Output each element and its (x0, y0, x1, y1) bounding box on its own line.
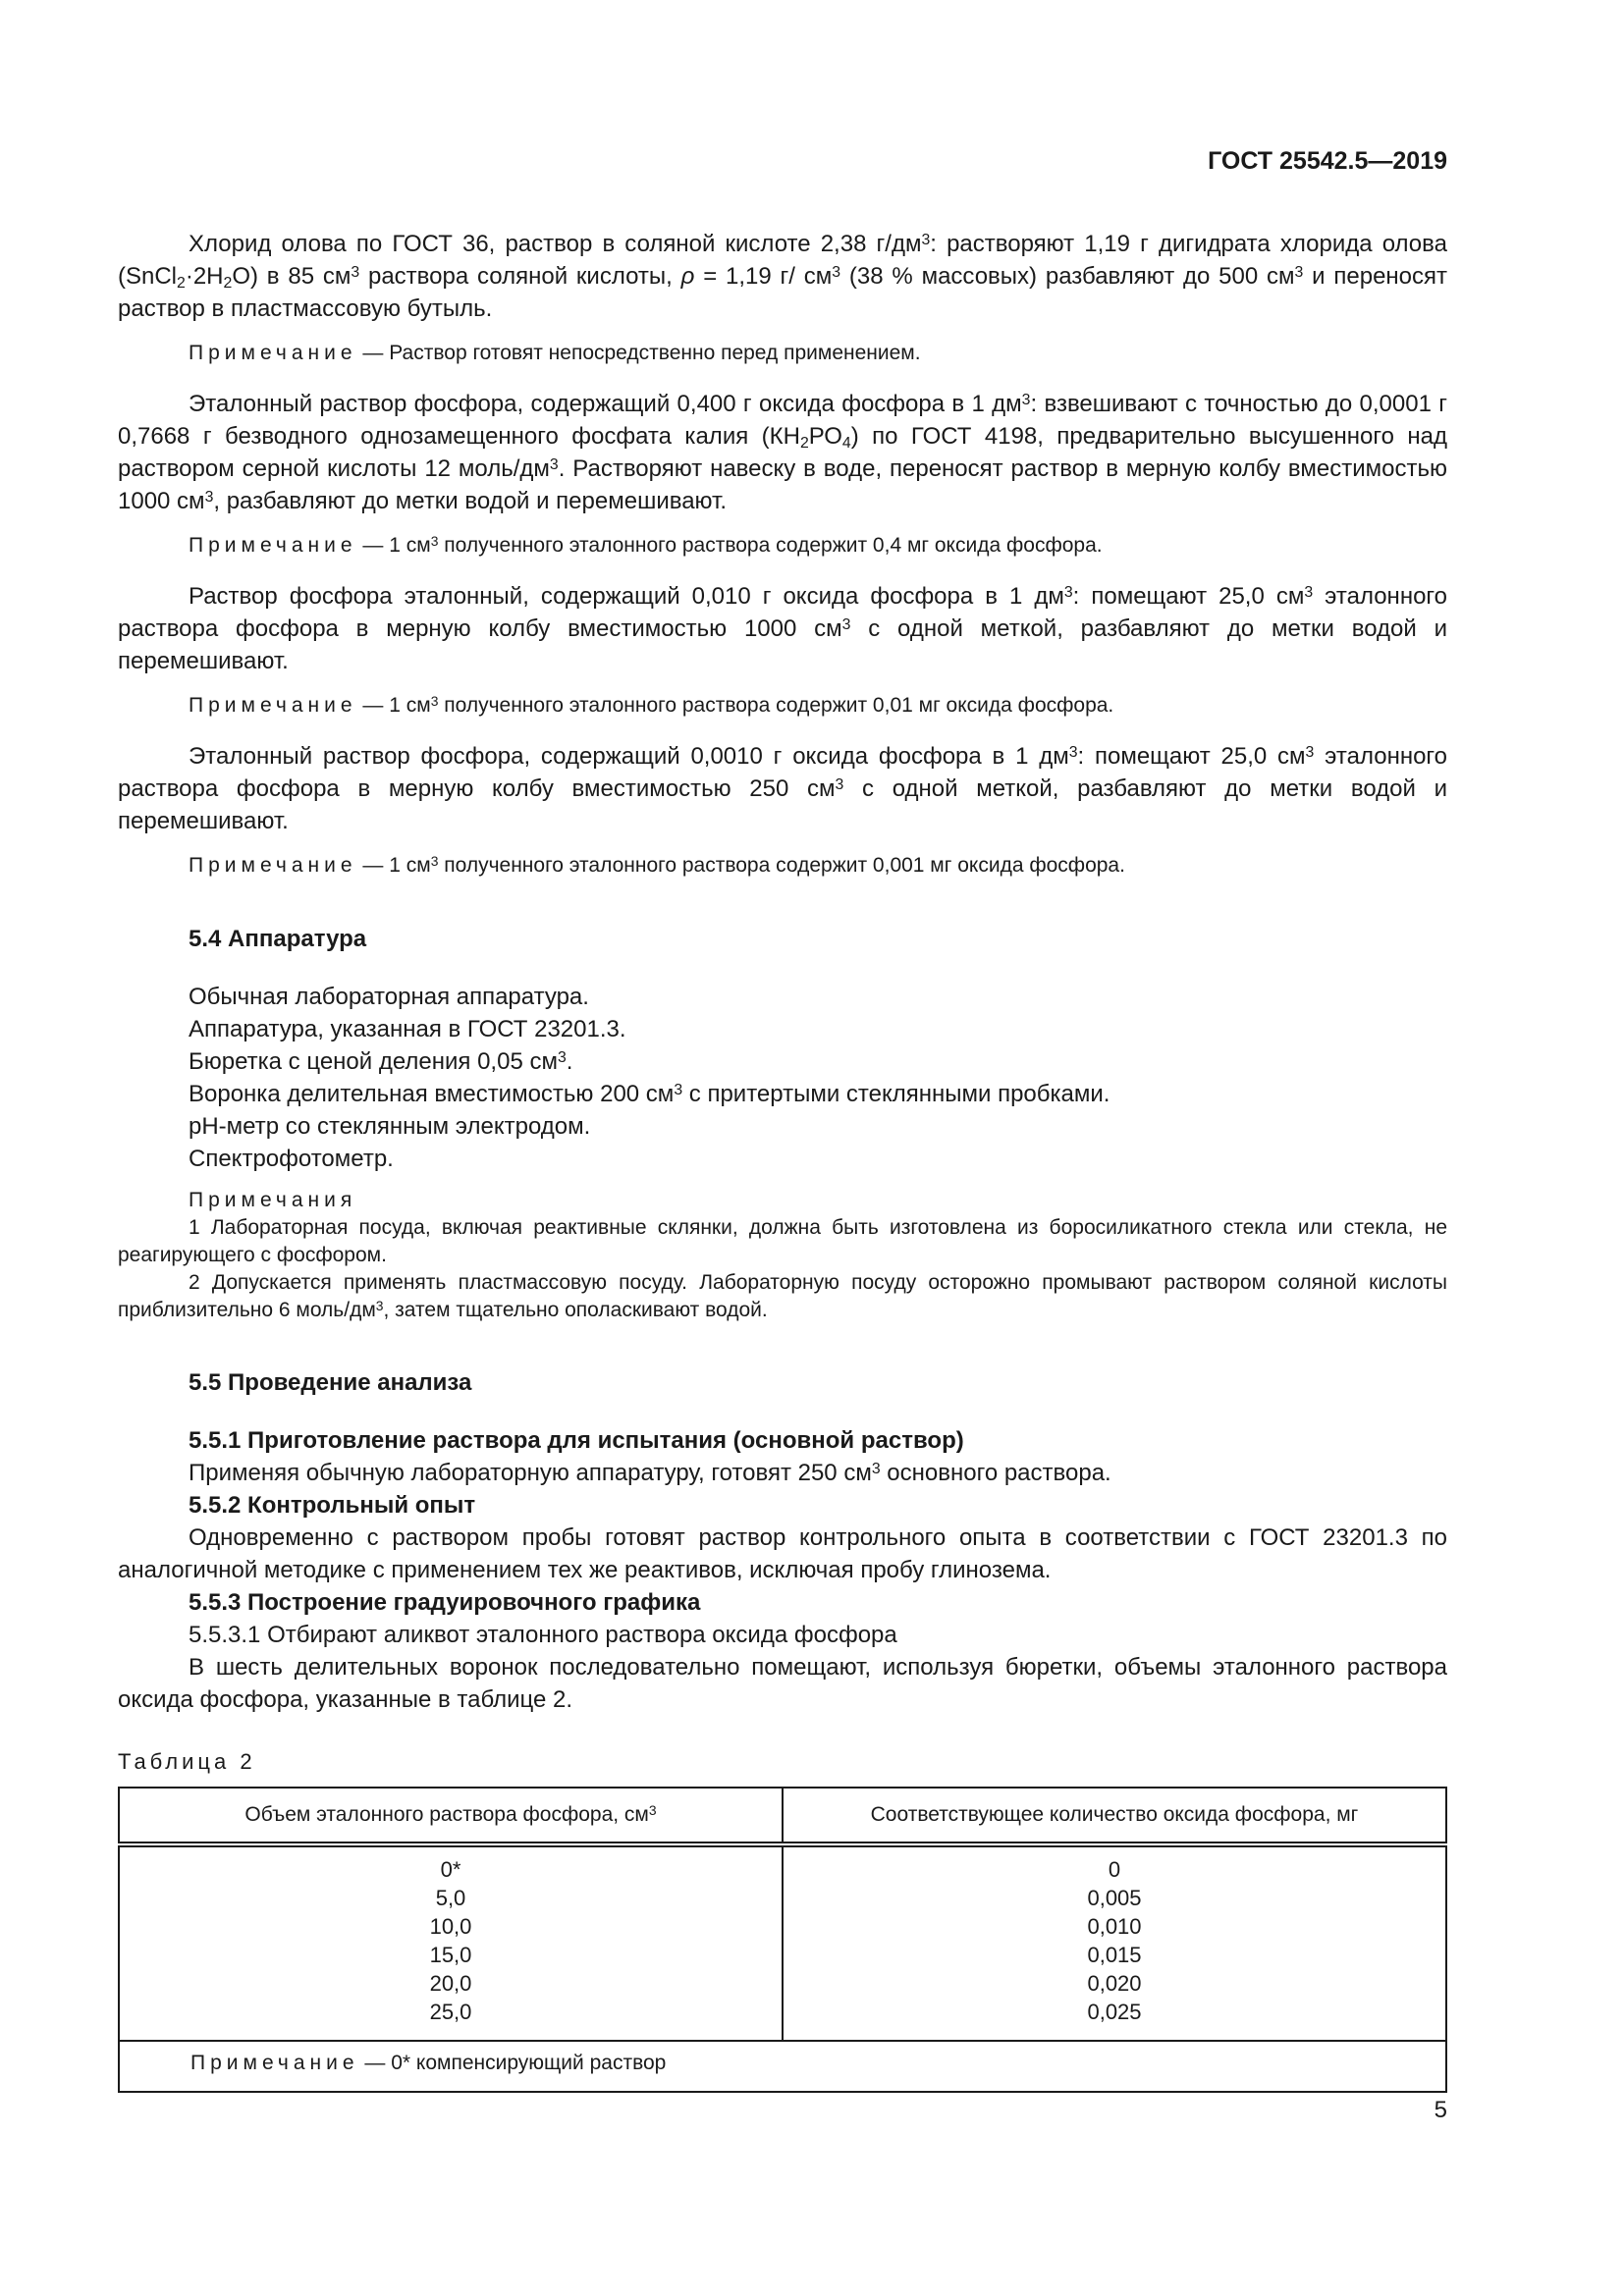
table-cell: 0,005 (1087, 1886, 1142, 1910)
apparatus-item: Бюретка с ценой деления 0,05 $см^3$. (189, 1048, 573, 1075)
column-header: Объем эталонного раствора фосфора, $см^3$ (119, 1788, 783, 1844)
page-content (118, 228, 1447, 2093)
reagent-paragraph: Раствор фосфора эталонный, содержащий 0,010 г оксида фосфора в 1 $дм^3$: помещают 25,0 $см^3$ эталонного раствора фосфора в мерную колбу вместимостью 1000 $см^3$ с одной меткой, разбавляют до метки водой и перемешивают. (118, 583, 1447, 674)
apparatus-item: pH-метр со стеклянным электродом. (189, 1113, 591, 1140)
apparatus-item: Аппаратура, указанная в ГОСТ 23201.3. (189, 1016, 626, 1042)
table-row (119, 1844, 1446, 2041)
table-cell: 0,015 (1087, 1943, 1142, 1967)
section-heading-5-5: 5.5 Проведение анализа (189, 1369, 472, 1396)
section-heading-5-5-1: 5.5.1 Приготовление раствора для испытания (основной раствор) (189, 1427, 964, 1454)
apparatus-notes (118, 1187, 1447, 1324)
section-heading-5-5-3: 5.5.3 Построение градуировочного графика (189, 1589, 701, 1616)
apparatus-item: Обычная лабораторная аппаратура. (189, 984, 589, 1010)
reagent-note: Примечание — Раствор готовят непосредственно перед применением. (189, 342, 921, 364)
notes-title: Примечания (189, 1189, 357, 1211)
table-cell: 0,020 (1087, 1971, 1142, 1996)
reagent-paragraph: Хлорид олова по ГОСТ 36, раствор в соляной кислоте 2,38 $г/дм^3$: растворяют 1,19 г дигидрата хлорида олова $(SnCl_2\cdot 2H_2O)$ в 85 $см^3$ раствора соляной кислоты, ρ = 1,19 г/ $см^3$ (38 % массовых) разбавляют до 500 $см^3$ и переносят раствор в пластмассовую бутыль. (118, 231, 1448, 322)
column-header: Соответствующее количество оксида фосфора, мг (783, 1788, 1446, 1844)
apparatus-item: Воронка делительная вместимостью 200 $см^3$ с притертыми стеклянными пробками. (189, 1081, 1110, 1107)
section-text: 5.5.3.1 Отбирают аликвот эталонного раствора оксида фосфора (189, 1622, 897, 1648)
table-cell: 0,025 (1087, 2000, 1142, 2024)
reagent-note: Примечание — 1 $см^3$ полученного эталонного раствора содержит 0,4 мг оксида фосфора. (189, 532, 1103, 557)
reagent-note: Примечание — 1 $см^3$ полученного эталонного раствора содержит 0,01 мг оксида фосфора. (189, 692, 1114, 717)
table-note: Примечание — 0* компенсирующий раствор (119, 2041, 1446, 2092)
note-item: 1 Лабораторная посуда, включая реактивные склянки, должна быть изготовлена из боросиликатного стекла или стекла, не реагирующего с фосфором. (118, 1216, 1447, 1266)
table-cell: 0 (1108, 1857, 1121, 1882)
section-heading-5-5-2: 5.5.2 Контрольный опыт (189, 1492, 476, 1519)
table-cell: 25,0 (429, 2000, 472, 2024)
calibration-table (118, 1787, 1447, 2093)
document-code: ГОСТ 25542.5—2019 (1208, 147, 1447, 175)
table-cell: 15,0 (429, 1943, 472, 1967)
note-item: 2 Допускается применять пластмассовую посуду. Лабораторную посуду осторожно промывают раствором соляной кислоты приблизительно 6 моль/$дм^3$, затем тщательно ополаскивают водой. (118, 1271, 1447, 1321)
reagent-paragraph: Эталонный раствор фосфора, содержащий 0,400 г оксида фосфора в 1 $дм^3$: взвешивают с точностью до 0,0001 г 0,7668 г безводного однозамещенного фосфата калия $(КН_2РО_4)$ по ГОСТ 4198, предварительно высушенного над раствором серной кислоты 12 моль/$дм^3$. Растворяют навеску в воде, переносят раствор в мерную колбу вместимостью 1000 $см^3$, разбавляют до метки водой и перемешивают. (118, 391, 1448, 514)
section-text: Применяя обычную лабораторную аппаратуру, готовят 250 $см^3$ основного раствора. (189, 1460, 1111, 1486)
volume-column (119, 1844, 783, 2041)
table-cell: 5,0 (435, 1886, 466, 1910)
table-header-row (119, 1788, 1446, 1844)
table-cell: 0* (440, 1857, 461, 1882)
table-cell: 0,010 (1087, 1914, 1142, 1939)
table-caption: Таблица 2 (118, 1749, 256, 1774)
table-cell: 10,0 (429, 1914, 472, 1939)
table-cell: 20,0 (429, 1971, 472, 1996)
section-text: В шесть делительных воронок последовательно помещают, используя бюретки, объемы эталонного раствора оксида фосфора, указанные в таблице 2. (118, 1654, 1447, 1713)
amount-column (783, 1844, 1446, 2041)
reagent-paragraph: Эталонный раствор фосфора, содержащий 0,0010 г оксида фосфора в 1 $дм^3$: помещают 25,0 $см^3$ эталонного раствора фосфора в мерную колбу вместимостью 250 $см^3$ с одной меткой, разбавляют до метки водой и перемешивают. (118, 743, 1447, 834)
apparatus-item: Спектрофотометр. (189, 1146, 394, 1172)
section-text: Одновременно с раствором пробы готовят раствор контрольного опыта в соответствии с ГОСТ 23201.3 по аналогичной методике с применением тех же реактивов, исключая пробу глинозема. (118, 1524, 1447, 1583)
page-number: 5 (1434, 2097, 1447, 2123)
section-heading-5-4: 5.4 Аппаратура (189, 926, 367, 952)
table-note-row (119, 2041, 1446, 2092)
reagent-note: Примечание — 1 $см^3$ полученного эталонного раствора содержит 0,001 мг оксида фосфора. (189, 852, 1125, 877)
